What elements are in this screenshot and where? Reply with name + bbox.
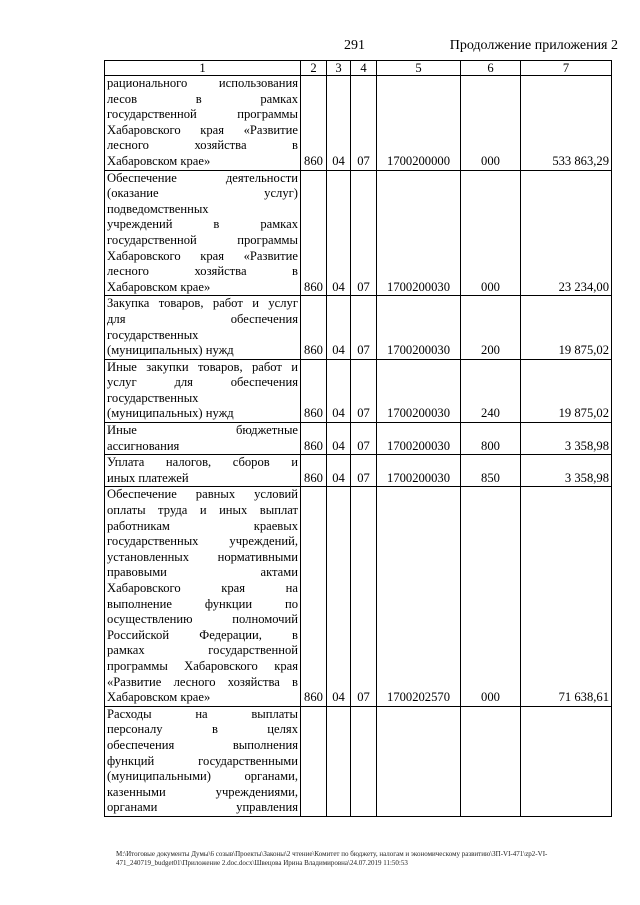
section-cell: 04 (327, 170, 351, 296)
row-name-line: Иные закупки товаров, работ и (107, 359, 298, 374)
table-row (105, 455, 612, 487)
row-name-line: государственной программы (107, 232, 298, 247)
row-name-cell (105, 170, 301, 296)
ministry-code-cell: 860 (301, 423, 327, 455)
expense-type-cell (461, 706, 521, 816)
target-article-cell: 1700200030 (377, 296, 461, 359)
column-header: 3 (327, 61, 351, 76)
row-name-line: выполнение функции по (107, 596, 298, 611)
target-article-cell (377, 706, 461, 816)
ministry-code-cell: 860 (301, 76, 327, 171)
row-name-line: персоналу в целях (107, 722, 298, 737)
row-name-line: программы Хабаровского края (107, 658, 298, 673)
target-article-cell: 1700200030 (377, 423, 461, 455)
row-name-line: услуг для обеспечения (107, 375, 298, 390)
target-article-cell: 1700200000 (377, 76, 461, 171)
section-cell: 04 (327, 359, 351, 422)
row-name-line: органами управления (107, 800, 298, 815)
row-name-line: (муниципальных) нужд (107, 406, 234, 421)
row-name-line: Хабаровского края «Развитие (107, 248, 298, 263)
row-name-line: казенными учреждениями, (107, 784, 298, 799)
target-article-cell: 1700200030 (377, 455, 461, 487)
section-cell: 04 (327, 455, 351, 487)
ministry-code-cell: 860 (301, 359, 327, 422)
row-name-line: Иные бюджетные (107, 423, 298, 438)
table-row (105, 76, 612, 171)
amount-cell (521, 706, 612, 816)
expense-type-cell: 200 (461, 296, 521, 359)
column-header: 4 (351, 61, 377, 76)
row-name-line: Хабаровском крае» (107, 153, 211, 168)
row-name-line: работникам краевых (107, 518, 298, 533)
document-path-footer (116, 850, 616, 868)
page-number: 291 (344, 38, 365, 53)
expense-type-cell: 000 (461, 170, 521, 296)
section-cell: 04 (327, 76, 351, 171)
footer-line: М:\Итоговые документы Думы\6 созыв\Проекты\Законы\2 чтение\Комитет по бюджету, налогам и экономическому развитию\ЗП-VI-471\zp2-VI- (116, 850, 548, 858)
column-header: 2 (301, 61, 327, 76)
footer-line: 471_240719_budget01\Приложение 2.doc.docx\Швецова Ирина Владимировна\24.07.2019 11:50:53 (116, 859, 408, 867)
row-name-line: Российской Федерации, в (107, 627, 298, 642)
row-name-line: ассигнования (107, 438, 180, 453)
row-name-line: лесного хозяйства в (107, 264, 298, 279)
row-name-line: (муниципальных) нужд (107, 343, 234, 358)
subsection-cell: 07 (351, 487, 377, 706)
section-cell: 04 (327, 296, 351, 359)
row-name-line: государственных (107, 390, 199, 405)
row-name-cell (105, 359, 301, 422)
row-name-cell (105, 76, 301, 171)
subsection-cell: 07 (351, 359, 377, 422)
expense-type-cell: 800 (461, 423, 521, 455)
column-header: 7 (521, 61, 612, 76)
target-article-cell: 1700200030 (377, 170, 461, 296)
row-name-cell (105, 706, 301, 816)
ministry-code-cell: 860 (301, 296, 327, 359)
row-name-line: «Развитие лесного хозяйства в (107, 674, 298, 689)
row-name-line: Расходы на выплаты (107, 706, 298, 721)
column-header: 6 (461, 61, 521, 76)
ministry-code-cell: 860 (301, 170, 327, 296)
section-cell: 04 (327, 487, 351, 706)
row-name-line: Хабаровском крае» (107, 279, 211, 294)
row-name-line: Обеспечение равных условий (107, 487, 298, 502)
row-name-line: рационального использования (107, 76, 298, 90)
ministry-code-cell: 860 (301, 455, 327, 487)
target-article-cell: 1700202570 (377, 487, 461, 706)
subsection-cell (351, 706, 377, 816)
amount-cell: 23 234,00 (521, 170, 612, 296)
row-name-cell (105, 423, 301, 455)
table-row (105, 487, 612, 706)
expense-type-cell: 850 (461, 455, 521, 487)
row-name-line: Хабаровского края на (107, 581, 298, 595)
expense-type-cell: 240 (461, 359, 521, 422)
ministry-code-cell (301, 706, 327, 816)
row-name-line: правовыми актами (107, 565, 298, 580)
column-header: 5 (377, 61, 461, 76)
row-name-cell (105, 487, 301, 706)
table-row (105, 706, 612, 816)
row-name-line: иных платежей (107, 470, 189, 485)
table-row (105, 170, 612, 296)
row-name-line: Хабаровском крае» (107, 690, 211, 705)
section-cell: 04 (327, 423, 351, 455)
row-name-line: Уплата налогов, сборов и (107, 455, 298, 470)
row-name-line: государственных (107, 327, 199, 342)
amount-cell: 19 875,02 (521, 296, 612, 359)
page-caption: Продолжение приложения 2 (449, 38, 618, 53)
row-name-line: государственных учреждений, (107, 534, 298, 549)
row-name-line: обеспечения выполнения (107, 737, 298, 752)
row-name-line: функций государственными (107, 753, 298, 768)
column-header: 1 (105, 61, 301, 76)
row-name-line: лесов в рамках (107, 91, 298, 106)
amount-cell: 71 638,61 (521, 487, 612, 706)
subsection-cell: 07 (351, 170, 377, 296)
column-header-row (105, 61, 612, 76)
row-name-line: учреждений в рамках (107, 217, 298, 232)
table-row (105, 423, 612, 455)
row-name-line: установленных нормативными (107, 549, 298, 564)
target-article-cell: 1700200030 (377, 359, 461, 422)
subsection-cell: 07 (351, 296, 377, 359)
ministry-code-cell: 860 (301, 487, 327, 706)
table-row (105, 359, 612, 422)
expense-type-cell: 000 (461, 76, 521, 171)
row-name-line: лесного хозяйства в (107, 138, 298, 153)
amount-cell: 533 863,29 (521, 76, 612, 171)
row-name-line: рамках государственной (107, 643, 298, 658)
expense-type-cell: 000 (461, 487, 521, 706)
row-name-cell (105, 455, 301, 487)
amount-cell: 3 358,98 (521, 423, 612, 455)
row-name-line: для обеспечения (107, 311, 298, 326)
row-name-cell (105, 296, 301, 359)
row-name-line: (муниципальными) органами, (107, 769, 298, 784)
row-name-line: Обеспечение деятельности (107, 170, 298, 185)
amount-cell: 19 875,02 (521, 359, 612, 422)
amount-cell: 3 358,98 (521, 455, 612, 487)
row-name-line: Хабаровского края «Развитие (107, 122, 298, 137)
budget-table (104, 60, 612, 817)
row-name-line: осуществлению полномочий (107, 612, 298, 627)
row-name-line: (оказание услуг) (107, 186, 298, 201)
subsection-cell: 07 (351, 423, 377, 455)
table-row (105, 296, 612, 359)
table-body (105, 76, 612, 817)
row-name-line: подведомственных (107, 201, 209, 216)
section-cell (327, 706, 351, 816)
subsection-cell: 07 (351, 76, 377, 171)
row-name-line: государственной программы (107, 107, 298, 122)
row-name-line: Закупка товаров, работ и услуг (107, 296, 298, 311)
subsection-cell: 07 (351, 455, 377, 487)
row-name-line: оплаты труда и иных выплат (107, 503, 298, 518)
